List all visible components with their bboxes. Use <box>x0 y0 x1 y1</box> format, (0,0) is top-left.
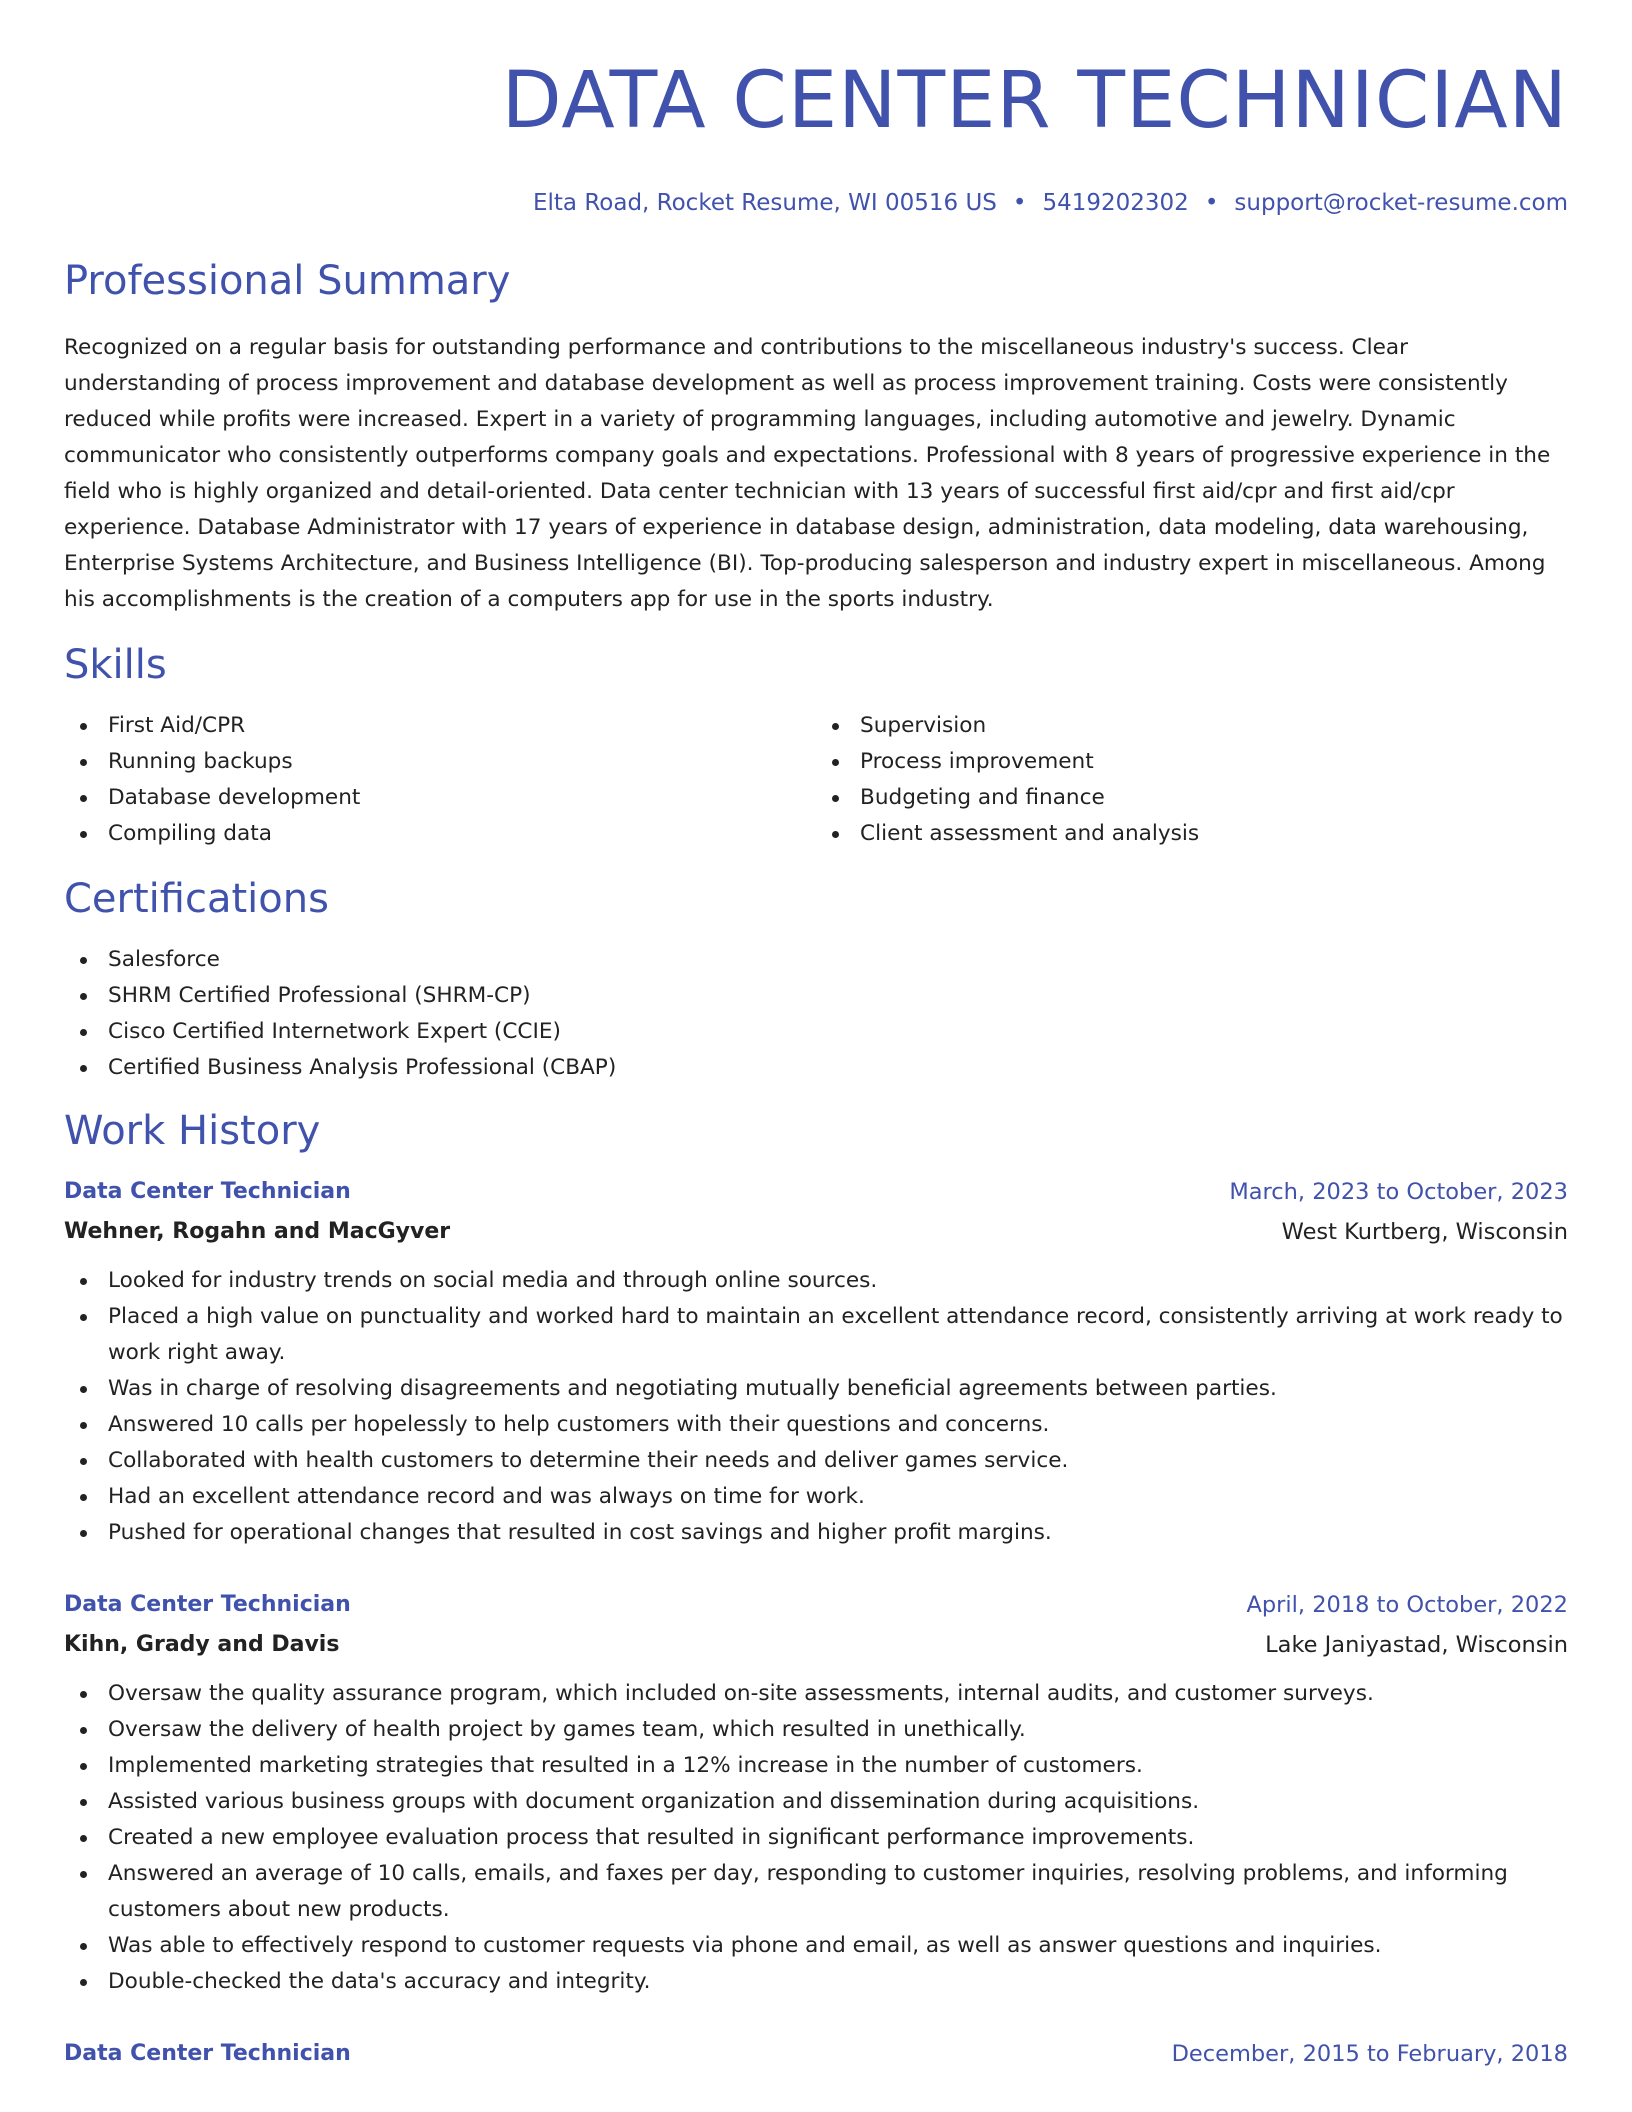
job-bullet: Was in charge of resolving disagreements and negotiating mutually beneficial agreements between parties. <box>64 1371 1568 1407</box>
job-dates: April, 2018 to October, 2022 <box>1246 1592 1568 1618</box>
skill-item: Running backups <box>64 744 816 780</box>
certifications-list <box>64 942 1568 1086</box>
summary-text: Recognized on a regular basis for outstanding performance and contributions to the miscellaneous industry's success. Clear understanding of process improvement and database development as well as process improvement training. Costs were consistently reduced while profits were increased. Expert in a variety of programming languages, including automotive and jewelry. Dynamic communicator who consistently outperforms company goals and expectations. Professional with 8 years of progressive experience in the field who is highly organized and detail-oriented. Data center technician with 13 years of successful first aid/cpr and first aid/cpr experience. Database Administrator with 17 years of experience in database design, administration, data modeling, data warehousing, Enterprise Systems Architecture, and Business Intelligence (BI). Top-producing salesperson and industry expert in miscellaneous. Among his accomplishments is the creation of a computers app for use in the sports industry. <box>64 335 1551 612</box>
section-title-work-history: Work History <box>64 1108 321 1154</box>
job-bullet: Implemented marketing strategies that resulted in a 12% increase in the number of customers. <box>64 1748 1568 1784</box>
job-company: Kihn, Grady and Davis <box>64 1632 340 1657</box>
contact-email[interactable]: support@rocket-resume.com <box>1234 190 1568 216</box>
job-entry <box>64 1585 1568 2000</box>
certification-item: Salesforce <box>64 942 1568 978</box>
job-bullet: Double-checked the data's accuracy and integrity. <box>64 1964 1568 2000</box>
contact-phone: 5419202302 <box>1042 190 1189 216</box>
skill-item: Database development <box>64 780 816 816</box>
skill-item: First Aid/CPR <box>64 708 816 744</box>
section-title-certifications: Certifications <box>64 876 329 922</box>
job-bullet: Created a new employee evaluation process that resulted in significant performance improvements. <box>64 1820 1568 1856</box>
job-title: Data Center Technician <box>64 1179 351 1204</box>
contact-separator: • <box>1012 190 1027 216</box>
job-bullet: Answered an average of 10 calls, emails, and faxes per day, responding to customer inquiries, resolving problems, and informing customers about new products. <box>64 1856 1568 1928</box>
job-bullet: Collaborated with health customers to determine their needs and deliver games service. <box>64 1443 1568 1479</box>
certification-item: SHRM Certified Professional (SHRM-CP) <box>64 978 1568 1014</box>
summary-section <box>64 256 1568 618</box>
work-history-section <box>64 1106 1568 2074</box>
certification-item: Cisco Certified Internetwork Expert (CCIE) <box>64 1014 1568 1050</box>
job-bullet: Oversaw the quality assurance program, which included on-site assessments, internal audits, and customer surveys. <box>64 1676 1568 1712</box>
section-title-skills: Skills <box>64 642 167 688</box>
skill-item: Compiling data <box>64 816 816 852</box>
skill-item: Process improvement <box>816 744 1568 780</box>
job-employer-row <box>64 1212 1568 1252</box>
job-header-row <box>64 1585 1568 1625</box>
job-bullet: Answered 10 calls per hopelessly to help customers with their questions and concerns. <box>64 1407 1568 1443</box>
job-header-row <box>64 2034 1568 2074</box>
job-entry <box>64 1172 1568 1551</box>
certifications-section <box>64 874 1568 1086</box>
candidate-name: DATA CENTER TECHNICIAN <box>501 56 1568 146</box>
job-bullets <box>64 1676 1568 2000</box>
job-entry <box>64 2034 1568 2074</box>
job-dates: March, 2023 to October, 2023 <box>1229 1179 1568 1205</box>
resume-page <box>64 0 1568 2074</box>
job-bullet: Looked for industry trends on social media and through online sources. <box>64 1263 1568 1299</box>
job-bullet: Placed a high value on punctuality and worked hard to maintain an excellent attendance record, consistently arriving at work ready to work right away. <box>64 1299 1568 1371</box>
skills-list-right <box>816 708 1568 852</box>
skill-item: Supervision <box>816 708 1568 744</box>
contact-address: Elta Road, Rocket Resume, WI 00516 US <box>532 190 997 216</box>
job-bullets <box>64 1263 1568 1551</box>
job-bullet: Oversaw the delivery of health project by games team, which resulted in unethically. <box>64 1712 1568 1748</box>
job-title: Data Center Technician <box>64 2041 351 2066</box>
job-dates: December, 2015 to February, 2018 <box>1171 2041 1568 2067</box>
skills-list-left <box>64 708 816 852</box>
job-title: Data Center Technician <box>64 1592 351 1617</box>
section-title-summary: Professional Summary <box>64 258 511 304</box>
job-bullet: Had an excellent attendance record and was always on time for work. <box>64 1479 1568 1515</box>
skill-item: Client assessment and analysis <box>816 816 1568 852</box>
job-bullet: Assisted various business groups with document organization and dissemination during acquisitions. <box>64 1784 1568 1820</box>
contact-line <box>64 188 1568 218</box>
job-company: Wehner, Rogahn and MacGyver <box>64 1219 451 1244</box>
job-location: Lake Janiyastad, Wisconsin <box>1265 1632 1568 1658</box>
skills-columns <box>64 708 1568 852</box>
job-bullet: Was able to effectively respond to customer requests via phone and email, as well as answer questions and inquiries. <box>64 1928 1568 1964</box>
skills-section <box>64 640 1568 852</box>
job-header-row <box>64 1172 1568 1212</box>
contact-separator: • <box>1204 190 1219 216</box>
resume-header <box>64 0 1568 218</box>
certification-item: Certified Business Analysis Professional (CBAP) <box>64 1050 1568 1086</box>
skill-item: Budgeting and finance <box>816 780 1568 816</box>
job-location: West Kurtberg, Wisconsin <box>1281 1219 1568 1245</box>
job-employer-row <box>64 1625 1568 1665</box>
job-bullet: Pushed for operational changes that resulted in cost savings and higher profit margins. <box>64 1515 1568 1551</box>
